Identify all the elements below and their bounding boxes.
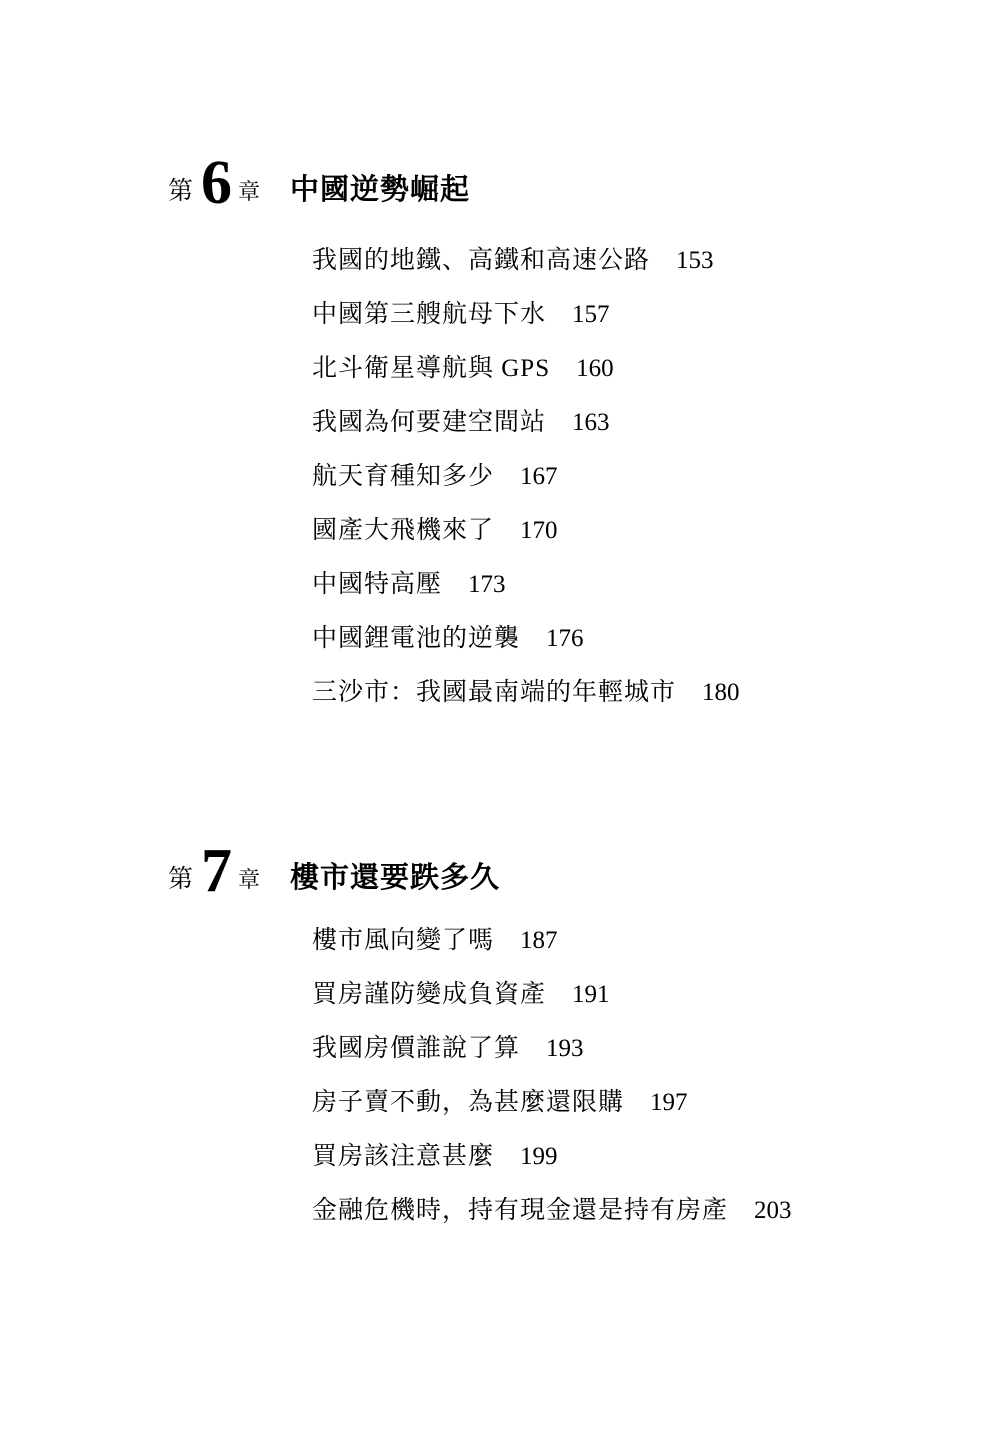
toc-entry[interactable] [312,342,1000,396]
toc-entry-title: 房子賣不動，為甚麼還限購 [312,1089,625,1116]
toc-entry-page: 167 [520,463,558,490]
toc-entry-page: 180 [702,679,740,706]
chapter-entry-list [312,914,1000,1238]
toc-entry-page: 199 [520,1143,558,1170]
toc-entry[interactable] [312,396,1000,450]
chapter-title: 樓市還要跌多久 [290,862,501,894]
toc-entry-title: 樓市風向變了嗎 [312,927,495,954]
toc-entry[interactable] [312,666,1000,720]
toc-entry[interactable] [312,968,1000,1022]
toc-entry[interactable] [312,1130,1000,1184]
toc-entry-page: 203 [754,1197,792,1224]
toc-entry[interactable] [312,558,1000,612]
toc-entry[interactable] [312,1076,1000,1130]
toc-entry-page: 160 [576,355,614,382]
toc-entry-title: 三沙市：我國最南端的年輕城市 [312,679,677,706]
toc-entry-page: 176 [546,625,584,652]
toc-entry-title: 買房該注意甚麼 [312,1143,495,1170]
chapter-title: 中國逆勢崛起 [290,174,471,206]
chapter-number: 6 [201,149,233,217]
toc-entry-title: 我國房價誰說了算 [312,1035,521,1062]
toc-entry-title: 北斗衛星導航與 GPS [312,355,551,382]
chapter-heading-7 [168,837,1000,905]
toc-entry[interactable] [312,914,1000,968]
toc-entry-title: 國產大飛機來了 [312,517,495,544]
toc-entry-title: 我國為何要建空間站 [312,409,547,436]
toc-entry-title: 中國第三艘航母下水 [312,301,547,328]
chapter-prefix: 第 [168,178,194,205]
toc-entry-page: 187 [520,927,558,954]
toc-entry[interactable] [312,1022,1000,1076]
chapter-suffix: 章 [238,179,261,204]
toc-entry-title: 金融危機時，持有現金還是持有房產 [312,1197,729,1224]
toc-entry-title: 我國的地鐵、高鐵和高速公路 [312,247,651,274]
toc-entry-page: 173 [468,571,506,598]
chapter-block-7 [0,720,1000,1238]
toc-entry-page: 191 [572,981,610,1008]
chapter-suffix: 章 [238,867,261,892]
toc-entry-title: 買房謹防變成負資產 [312,981,547,1008]
toc-entry[interactable] [312,504,1000,558]
toc-entry-page: 157 [572,301,610,328]
chapter-heading-6 [168,149,1000,217]
chapter-entry-list [312,234,1000,720]
chapter-number: 7 [201,837,233,905]
toc-entry-page: 170 [520,517,558,544]
toc-entry-page: 193 [546,1035,584,1062]
toc-entry-title: 中國鋰電池的逆襲 [312,625,521,652]
toc-entry[interactable] [312,288,1000,342]
toc-entry-page: 163 [572,409,610,436]
toc-entry[interactable] [312,450,1000,504]
toc-entry[interactable] [312,612,1000,666]
toc-entry-title: 中國特高壓 [312,571,443,598]
toc-entry-page: 197 [650,1089,688,1116]
toc-entry[interactable] [312,1184,1000,1238]
chapter-prefix: 第 [168,866,194,893]
toc-entry-title: 航天育種知多少 [312,463,495,490]
toc-entry-page: 153 [676,247,714,274]
toc-entry[interactable] [312,234,1000,288]
